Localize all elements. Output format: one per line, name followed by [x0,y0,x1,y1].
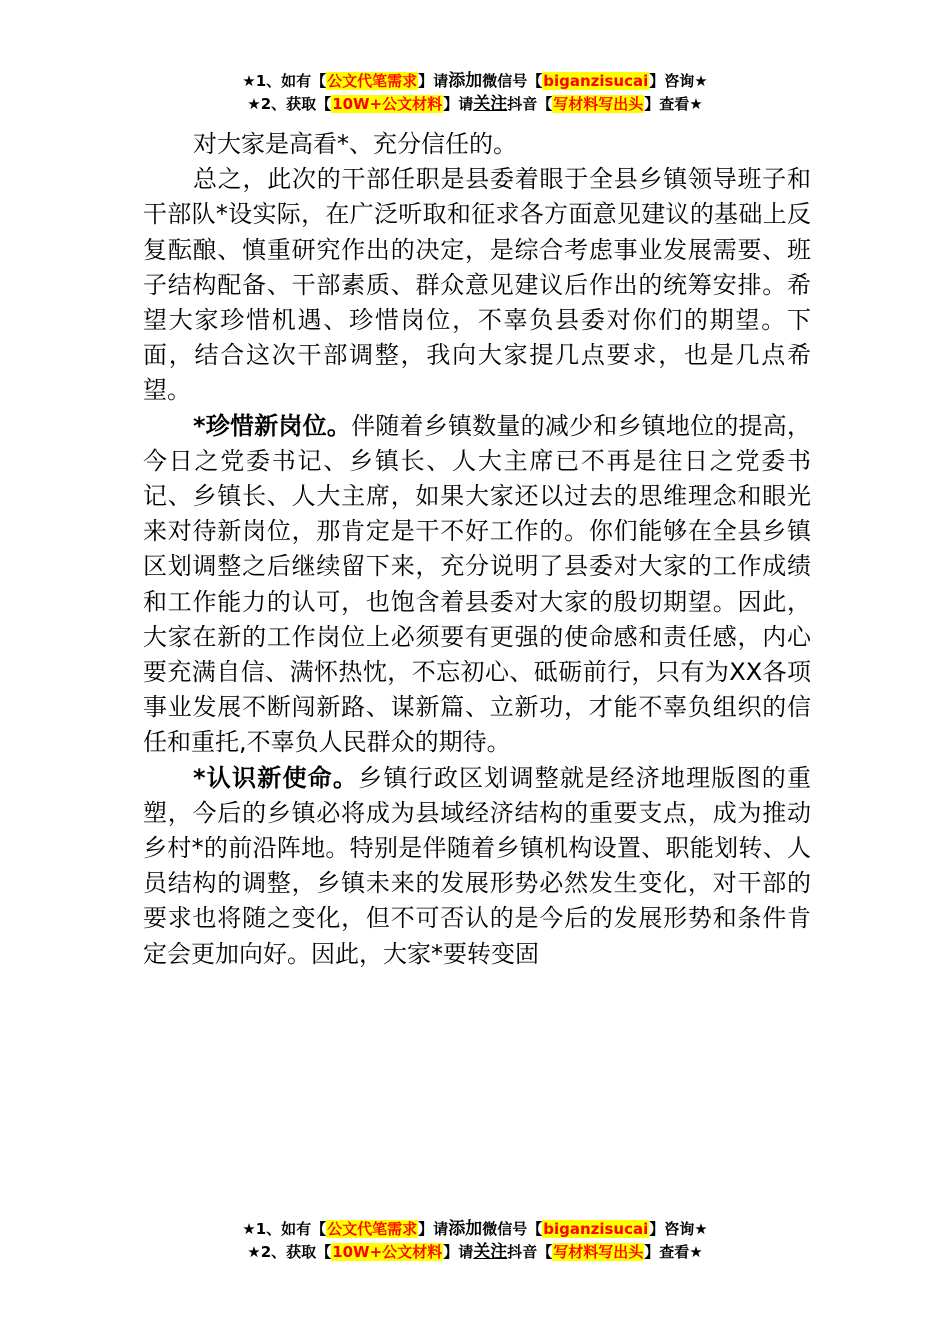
document-body [143,127,811,972]
paragraph-3 [143,409,811,761]
footer-banner [0,1218,950,1264]
banner-line-1: ★1、如有【公文代笔需求】请添加微信号【biganzisucai】咨询★ [242,71,708,91]
banner-line-2: ★2、获取【10W+公文材料】请关注抖音【写材料写出头】查看★ [247,94,703,114]
paragraph-3-heading: *珍惜新岗位。 [193,411,352,440]
header-banner [0,70,950,116]
paragraph-4 [143,761,811,972]
banner-highlight-materials: 10W+公文材料 [332,1243,443,1261]
paragraph-2: 总之，此次的干部任职是县委着眼于全县乡镇领导班子和干部队*设实际，在广泛听取和征求各方面意见建议的基础上反复酝酿、慎重研究作出的决定，是综合考虑事业发展需要、班子结构配备、干部素质、群众意见建议后作出的统筹安排。希望大家珍惜机遇、珍惜岗位，不辜负县委对你们的期望。下面，结合这次干部调整，我向大家提几点要求，也是几点希望。 [143,165,811,405]
paragraph-1: 对大家是高看*、充分信任的。 [193,130,517,158]
banner-highlight-wechat-id: biganzisucai [543,1220,649,1238]
paragraph-4-text: 乡镇行政区划调整就是经济地理版图的重塑，今后的乡镇必将成为县域经济结构的重要支点，成为推动乡村*的前沿阵地。特别是伴随着乡镇机构设置、职能划转、人员结构的调整，乡镇未来的发展形势必然发生变化，对干部的要求也将随之变化，但不可否认的是今后的发展形势和条件肯定会更加向好。因此，大家*要转变固 [143,763,811,968]
paragraph-3-text: 伴随着乡镇数量的减少和乡镇地位的提高，今日之党委书记、乡镇长、人大主席已不再是往日之党委书记、乡镇长、人大主席，如果大家还以过去的思维理念和眼光来对待新岗位，那肯定是干不好工作的。你们能够在全县乡镇区划调整之后继续留下来，充分说明了县委对大家的工作成绩和工作能力的认可，也饱含着县委对大家的殷切期望。因此，大家在新的工作岗位上必须要有更强的使命感和责任感，内心要充满自信、满怀热忱，不忘初心、砥砺前行，只有为XX各项事业发展不断闯新路、谋新篇、立新功，才能不辜负组织的信任和重托,不辜负人民群众的期待。 [143,411,811,757]
banner-highlight-douyin: 写材料写出头 [553,95,644,113]
banner-line-2: ★2、获取【10W+公文材料】请关注抖音【写材料写出头】查看★ [247,1242,703,1262]
paragraph-4-heading: *认识新使命。 [193,763,359,792]
banner-highlight-materials: 10W+公文材料 [332,95,443,113]
banner-highlight-wechat-id: biganzisucai [543,72,649,90]
banner-line-1: ★1、如有【公文代笔需求】请添加微信号【biganzisucai】咨询★ [242,1219,708,1239]
banner-highlight-douyin: 写材料写出头 [553,1243,644,1261]
banner-highlight-service: 公文代笔需求 [327,1220,418,1238]
banner-highlight-service: 公文代笔需求 [327,72,418,90]
